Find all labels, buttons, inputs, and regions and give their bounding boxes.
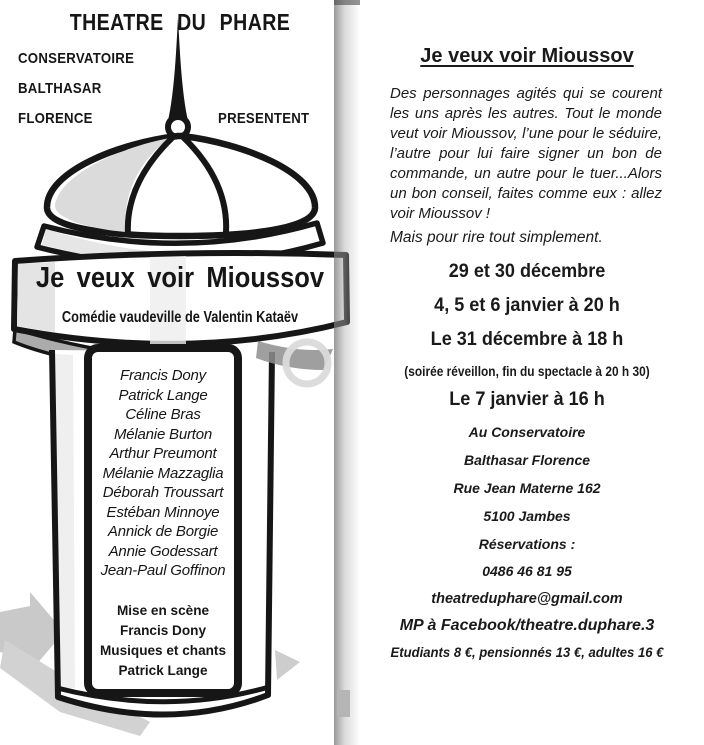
org-line-balthasar: BALTHASAR (18, 80, 102, 97)
facebook-line: MP à Facebook/theatre.duphare.3 (399, 617, 655, 634)
theatre-name: THEATRE DU PHARE (69, 9, 291, 35)
cast-member: Estéban Minnoye (106, 503, 220, 521)
schedule-line-3: Le 31 décembre à 18 h (430, 329, 624, 350)
cast-member: Mélanie Burton (113, 425, 213, 443)
show-description: Des personnages agités qui se courent les uns après les autres. Tout le monde veut voir Mioussov, l’une pour le séduire, l’autre pour lui faire signer un bon de commande, un autre pour le tuer...Alors un bon conseil, faites comme eux : allez voir Mioussov ! (390, 85, 662, 222)
schedule-line-1: 29 et 30 décembre (448, 261, 606, 282)
credit-line: Patrick Lange (118, 662, 208, 678)
cast-member: Patrick Lange (118, 386, 208, 404)
reservations-label: Réservations : (478, 536, 576, 552)
venue-name-2: Balthasar Florence (463, 452, 591, 468)
show-title: Je veux voir Mioussov (35, 262, 325, 294)
contact-email: theatreduphare@gmail.com (431, 591, 623, 607)
credit-line: Francis Dony (119, 622, 207, 638)
org-line-conservatoire: CONSERVATOIRE (18, 50, 135, 67)
show-subtitle: Comédie vaudeville de Valentin Kataëv (61, 309, 299, 326)
cast-member: Jean-Paul Goffinon (100, 562, 226, 579)
schedule-line-4: Le 7 janvier à 16 h (449, 389, 605, 410)
credit-line: Musiques et chants (99, 642, 227, 658)
venue-name-1: Au Conservatoire (468, 424, 586, 440)
cast-member: Annie Godessart (108, 542, 218, 560)
cast-member: Arthur Preumont (109, 445, 217, 462)
cast-member: Céline Bras (125, 406, 201, 423)
present-label: PRESENTENT (218, 110, 310, 127)
page-fold-top (334, 0, 360, 5)
ticket-prices: Etudiants 8 €, pensionnés 13 €, adultes 16 € (390, 645, 664, 660)
page-fold-shadow (334, 0, 361, 745)
credit-line: Mise en scène (116, 602, 210, 618)
venue-city: 5100 Jambes (483, 508, 571, 524)
show-tagline: Mais pour rire tout simplement. (390, 229, 603, 246)
program-right-page (368, 0, 686, 745)
schedule-line-2: 4, 5 et 6 janvier à 20 h (434, 295, 620, 316)
cast-member: Déborah Troussart (102, 484, 224, 501)
reservations-phone: 0486 46 81 95 (482, 563, 572, 579)
cast-member: Annick de Borgie (107, 523, 219, 540)
schedule-note: (soirée réveillon, fin du spectacle à 20 h 30) (404, 363, 650, 379)
org-line-florence: FLORENCE (18, 110, 93, 127)
program-title: Je veux voir Mioussov (420, 45, 634, 67)
venue-street: Rue Jean Materne 162 (453, 480, 601, 496)
cast-member: Francis Dony (120, 367, 206, 384)
page-fold-chip (337, 690, 350, 717)
cast-list (90, 366, 236, 581)
lighthouse-dome (47, 136, 315, 236)
cast-member: Mélanie Mazzaglia (102, 464, 224, 482)
credits-list (92, 600, 234, 680)
